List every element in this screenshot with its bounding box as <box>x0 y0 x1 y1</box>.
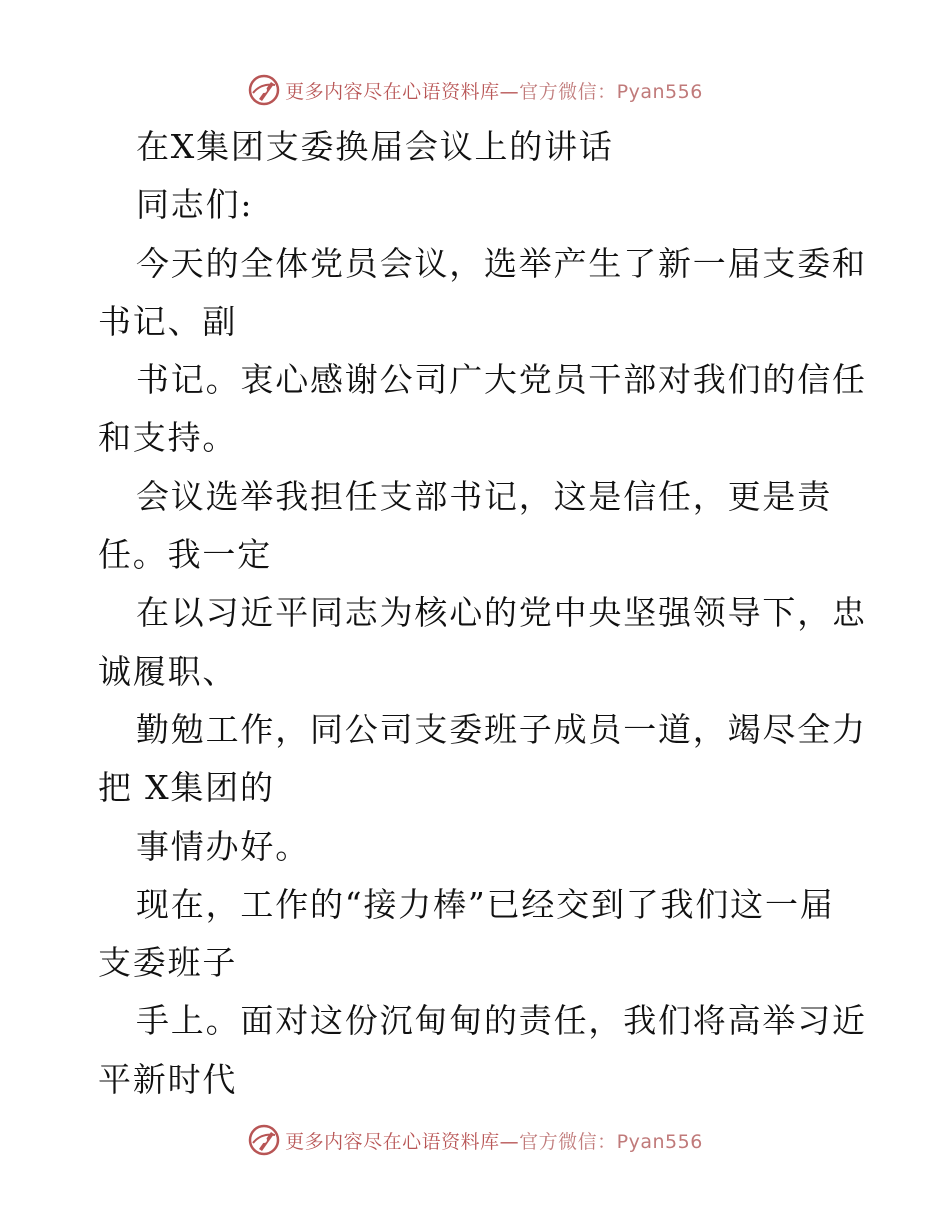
watermark-separator: — <box>499 80 520 103</box>
text-line: 支委班子 <box>98 943 238 983</box>
text-line: 勤勉工作，同公司支委班子成员一道，竭尽全力 <box>136 709 867 749</box>
text-line: 今天的全体党员会议，选举产生了新一届支委和 <box>136 243 867 283</box>
watermark-brand: 更多内容尽在心语资料库 <box>285 80 500 103</box>
text-line: 把 X集团的 <box>98 768 275 808</box>
watermark-wechat: 官方微信：Pyan556 <box>519 1130 703 1153</box>
text-line: 在以习近平同志为核心的党中央坚强领导下，忠 <box>136 593 867 633</box>
header-watermark <box>0 70 950 110</box>
watermark-separator: — <box>499 1130 520 1153</box>
document-title: 在X集团支委换届会议上的讲话 <box>136 127 614 166</box>
text-line: 同志们: <box>136 185 254 225</box>
text-line: 任。我一定 <box>98 535 272 575</box>
pen-logo-icon <box>247 73 281 107</box>
text-line: 手上。面对这份沉甸甸的责任，我们将高举习近 <box>136 1001 867 1041</box>
watermark-brand: 更多内容尽在心语资料库 <box>285 1130 500 1153</box>
text-line: 会议选举我担任支部书记，这是信任，更是责 <box>136 476 832 516</box>
watermark-wechat: 官方微信：Pyan556 <box>519 80 703 103</box>
watermark-text <box>285 77 703 104</box>
pen-logo-icon <box>247 1123 281 1157</box>
text-line: 诚履职、 <box>98 651 238 691</box>
text-line: 和支持。 <box>98 418 238 458</box>
text-line: 书记。衷心感谢公司广大党员干部对我们的信任 <box>136 360 867 400</box>
text-line: 事情办好。 <box>136 826 310 866</box>
text-line: 书记、副 <box>98 301 238 341</box>
text-line: 现在，工作的“接力棒”已经交到了我们这一届 <box>136 884 835 924</box>
text-line: 平新时代 <box>98 1059 238 1099</box>
watermark-text <box>285 1127 703 1154</box>
footer-watermark <box>0 1120 950 1160</box>
document-body <box>98 118 867 1109</box>
